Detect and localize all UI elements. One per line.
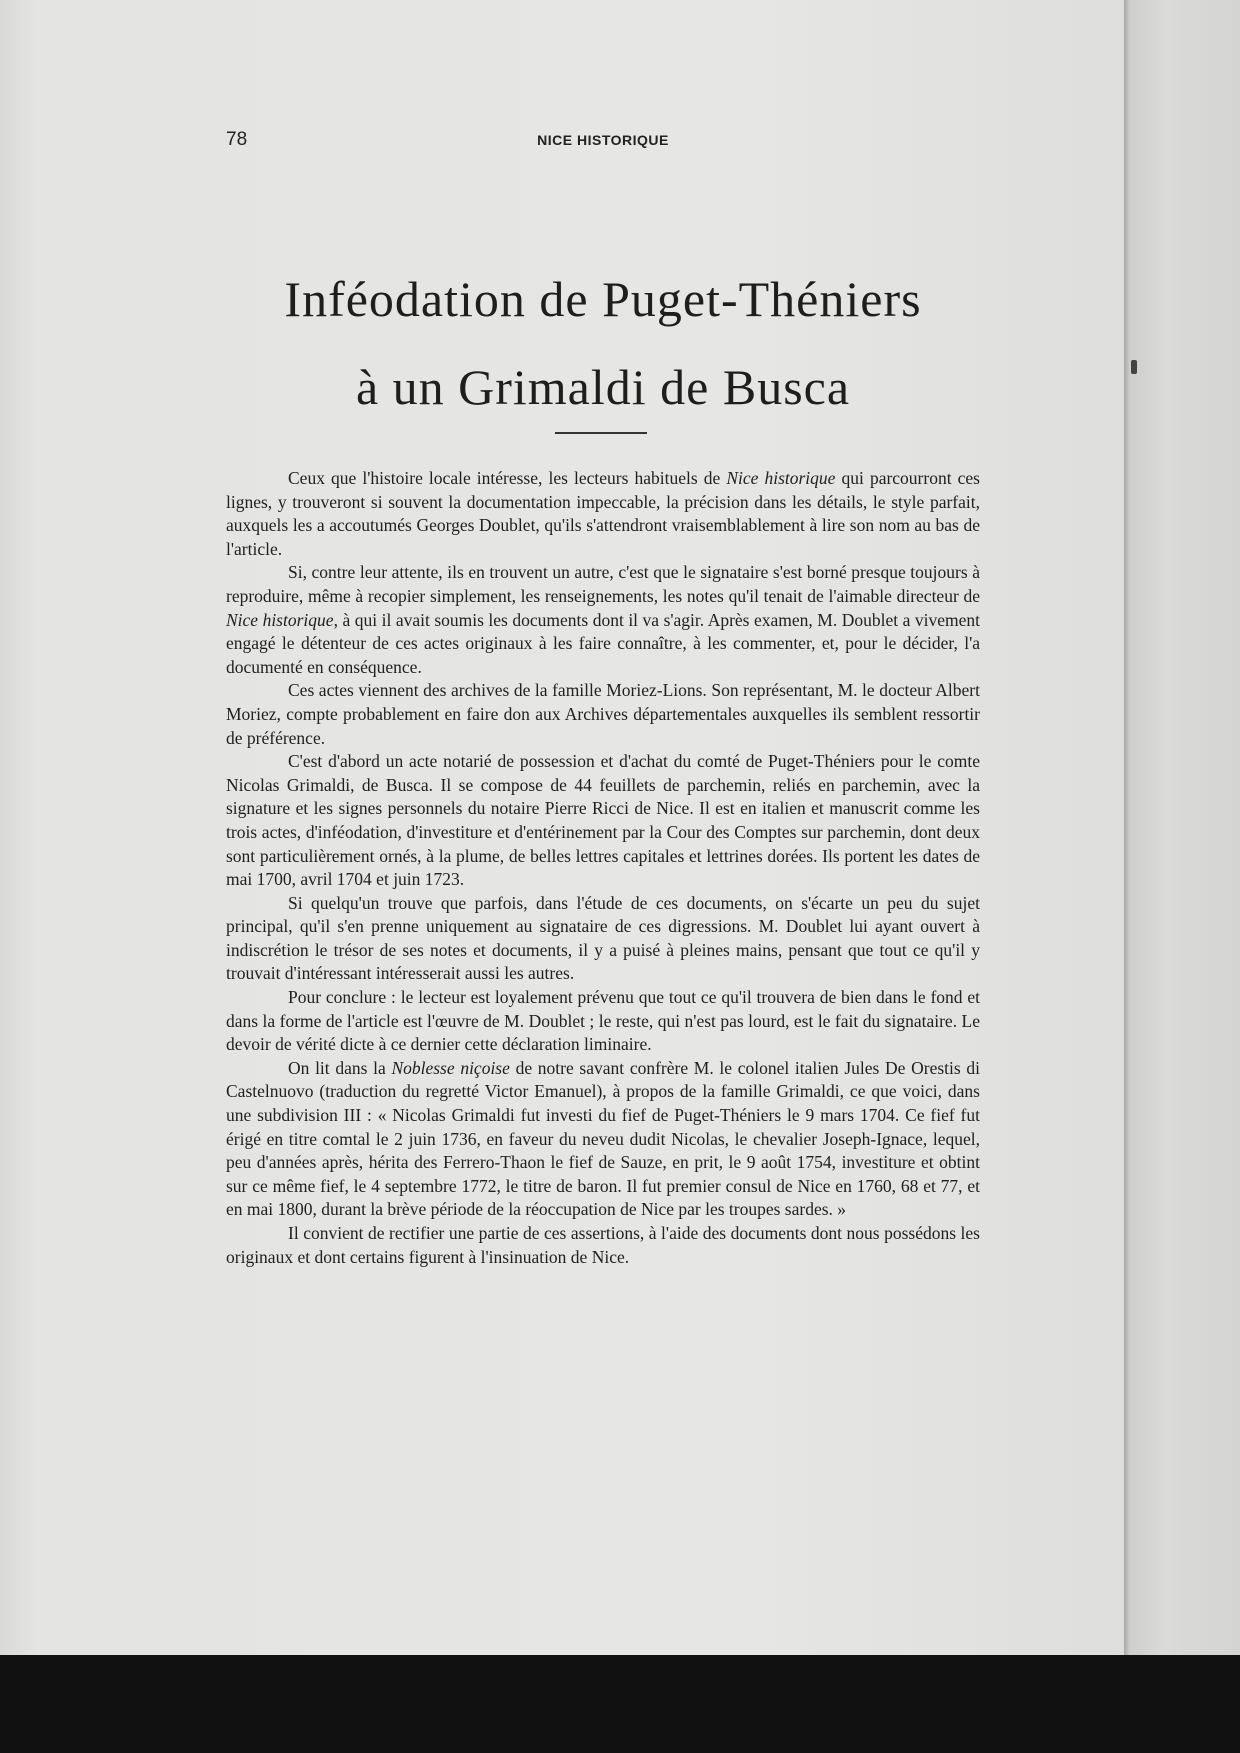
paragraph: Pour conclure : le lecteur est loyalement prévenu que tout ce qu'il trouvera de bien dans le fond et dans la forme de l'article est l'œuvre de M. Doublet ; le reste, qui n'est pas lourd, est le fait du signataire. Le devoir de vérité dicte à ce dernier cette déclaration liminaire.	[226, 987, 980, 1055]
paragraph: Ceux que l'histoire locale intéresse, les lecteurs habituels de Nice historique qui parcourront ces lignes, y trouveront si souvent la documentation impeccable, la précision dans les détails, le style parfait, auxquels les a accoutumés Georges Doublet, qu'ils s'attendront vraisemblablement à lire son nom au bas de l'article.	[226, 468, 980, 559]
paragraph: Si quelqu'un trouve que parfois, dans l'étude de ces documents, on s'écarte un peu du sujet principal, qu'il s'en prenne uniquement au signataire de ces digressions. M. Doublet lui ayant ouvert à indiscrétion le trésor de ses notes et documents, il y a puisé à pleines mains, pensant que tout ce qu'il y trouvait d'intéressant intéresserait aussi les autres.	[226, 892, 980, 984]
page-number: 78	[226, 129, 248, 150]
paragraph: Si, contre leur attente, ils en trouvent un autre, c'est que le signataire s'est borné presque toujours à reproduire, même à recopier simplement, les renseignements, les notes qu'il tenait de l'aimable directeur de Nice historique, à qui il avait soumis les documents dont il va s'agir. Après examen, M. Doublet a vivement engagé le détenteur de ces actes originaux à les faire connaître, à les commenter, et, pour le décider, l'a documenté en conséquence.	[226, 562, 981, 677]
margin-mark	[1131, 360, 1137, 374]
paragraph: Ces actes viennent des archives de la famille Moriez-Lions. Son représentant, M. le docteur Albert Moriez, compte probablement en faire don aux Archives départementales auxquelles ils semblent ressortir de préférence.	[226, 680, 980, 748]
article-title-line-1: Inféodation de Puget-Théniers	[284, 271, 922, 327]
scan-background	[0, 1655, 1240, 1753]
running-head	[226, 129, 980, 153]
paragraph: Il convient de rectifier une partie de ces assertions, à l'aide des documents dont nous possédons les originaux et dont certains figurent à l'insinuation de Nice.	[226, 1223, 980, 1267]
journal-name: NICE HISTORIQUE	[537, 132, 669, 148]
next-page-edge	[1124, 0, 1240, 1655]
paragraph: On lit dans la Noblesse niçoise de notre savant confrère M. le colonel italien Jules De Orestis di Castelnuovo (traduction du regretté Victor Emanuel), à propos de la famille Grimaldi, ce que voici, dans une subdivision III : « Nicolas Grimaldi fut investi du fief de Puget-Théniers le 9 mars 1704. Ce fief fut érigé en titre comtal le 2 juin 1736, en faveur du neveu dudit Nicolas, le chevalier Joseph-Ignace, lequel, peu d'années après, hérita des Ferrero-Thaon le fief de Sauze, en prit, le 9 août 1754, investiture et obtint sur ce même fief, le 4 septembre 1772, le titre de baron. Il fut premier consul de Nice en 1760, 68 et 77, et en mai 1800, durant la brève période de la réoccupation de Nice par les troupes sardes. »	[226, 1057, 980, 1220]
title-separator	[555, 432, 647, 434]
article-title-line-2: à un Grimaldi de Busca	[355, 359, 851, 415]
paragraph: C'est d'abord un acte notarié de possession et d'achat du comté de Puget-Théniers pour le comte Nicolas Grimaldi, de Busca. Il se compose de 44 feuillets de parchemin, reliés en parchemin, avec la signature et les signes personnels du notaire Pierre Ricci de Nice. Il est en italien et manuscrit comme les trois actes, d'inféodation, d'investiture et d'entérinement par la Cour des Comptes sur parchemin, dont deux sont particulièrement ornés, à la plume, de belles lettres capitales et lettrines dorées. Ils portent les dates de mai 1700, avril 1704 et juin 1723.	[226, 751, 980, 890]
article-body	[226, 467, 980, 1269]
